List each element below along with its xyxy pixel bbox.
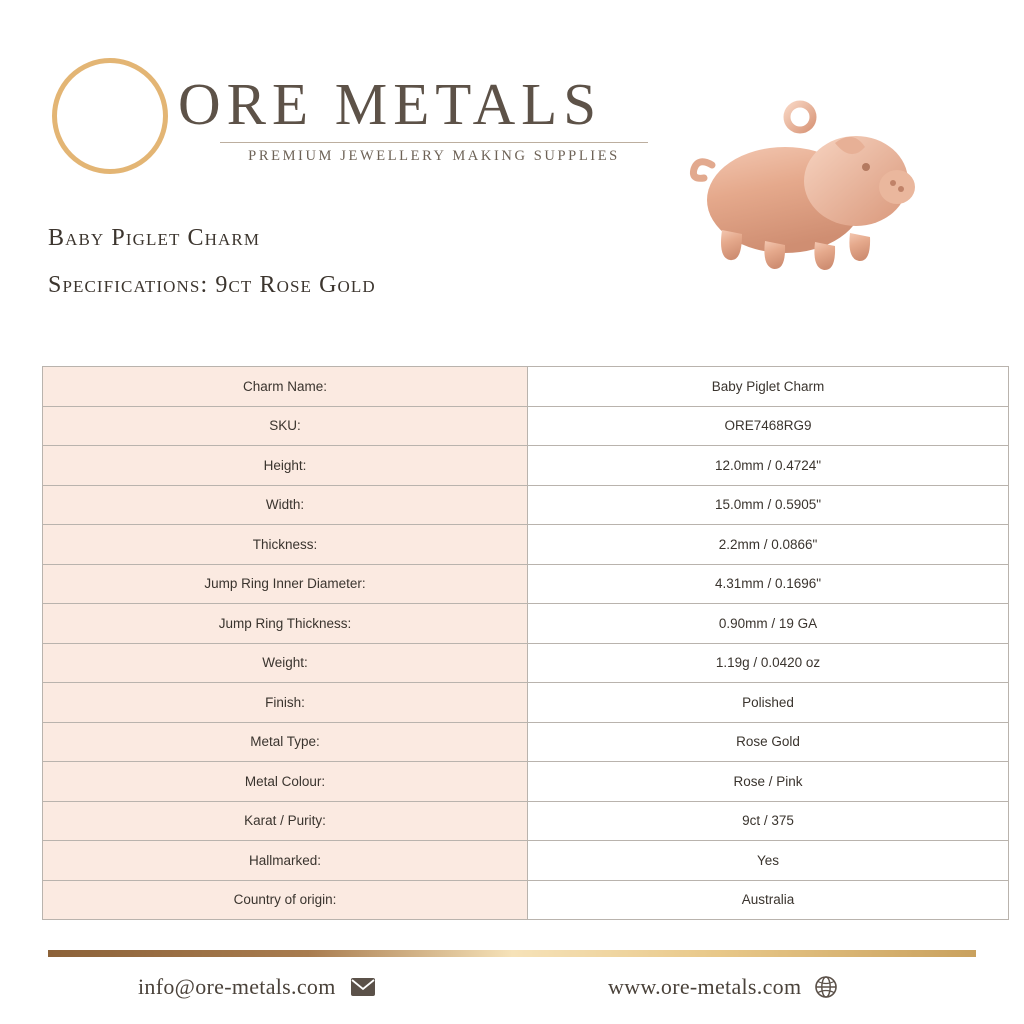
footer-gradient-divider: [48, 950, 976, 957]
spec-value: Rose / Pink: [528, 762, 1009, 802]
spec-label: Karat / Purity:: [43, 801, 528, 841]
logo-divider: [220, 142, 648, 143]
spec-table-body: [43, 367, 1009, 920]
table-row: [43, 604, 1009, 644]
table-row: [43, 367, 1009, 407]
page-header: [0, 0, 1024, 298]
spec-value: Baby Piglet Charm: [528, 367, 1009, 407]
table-row: [43, 722, 1009, 762]
table-row: [43, 525, 1009, 565]
spec-label: Country of origin:: [43, 880, 528, 920]
spec-value: Yes: [528, 841, 1009, 881]
spec-label: Height:: [43, 446, 528, 486]
spec-value: Rose Gold: [528, 722, 1009, 762]
spec-label: Finish:: [43, 683, 528, 723]
product-image: [660, 95, 960, 295]
brand-name: ORE METALS: [178, 71, 603, 137]
spec-label: Metal Colour:: [43, 762, 528, 802]
table-row: [43, 683, 1009, 723]
footer-email-block[interactable]: [138, 974, 376, 1000]
footer-website-text[interactable]: www.ore-metals.com: [608, 974, 802, 999]
spec-value: 15.0mm / 0.5905": [528, 485, 1009, 525]
spec-value: 0.90mm / 19 GA: [528, 604, 1009, 644]
globe-icon: [815, 976, 837, 998]
table-row: [43, 564, 1009, 604]
page-footer: [48, 960, 976, 1020]
table-row: [43, 841, 1009, 881]
table-row: [43, 485, 1009, 525]
table-row: [43, 446, 1009, 486]
specifications-table: [42, 366, 1009, 920]
spec-value: Polished: [528, 683, 1009, 723]
spec-value: ORE7468RG9: [528, 406, 1009, 446]
spec-label: SKU:: [43, 406, 528, 446]
table-row: [43, 643, 1009, 683]
spec-label: Jump Ring Inner Diameter:: [43, 564, 528, 604]
table-row: [43, 801, 1009, 841]
page-title: Baby Piglet Charm: [48, 225, 261, 251]
spec-label: Weight:: [43, 643, 528, 683]
spec-value: 9ct / 375: [528, 801, 1009, 841]
table-row: [43, 406, 1009, 446]
brand-tagline: PREMIUM JEWELLERY MAKING SUPPLIES: [248, 148, 620, 164]
spec-value: Australia: [528, 880, 1009, 920]
specifications-heading: Specifications: 9ct Rose Gold: [48, 272, 376, 298]
spec-label: Width:: [43, 485, 528, 525]
footer-website-block[interactable]: [608, 974, 837, 1000]
spec-label: Charm Name:: [43, 367, 528, 407]
spec-value: 4.31mm / 0.1696": [528, 564, 1009, 604]
envelope-icon: [350, 977, 376, 997]
brand-logo: [48, 30, 648, 170]
footer-email-text[interactable]: info@ore-metals.com: [138, 974, 336, 999]
spec-label: Thickness:: [43, 525, 528, 565]
table-row: [43, 762, 1009, 802]
spec-value: 2.2mm / 0.0866": [528, 525, 1009, 565]
spec-label: Hallmarked:: [43, 841, 528, 881]
spec-label: Jump Ring Thickness:: [43, 604, 528, 644]
circle-ring-icon: [52, 58, 168, 174]
spec-label: Metal Type:: [43, 722, 528, 762]
spec-value: 1.19g / 0.0420 oz: [528, 643, 1009, 683]
spec-value: 12.0mm / 0.4724": [528, 446, 1009, 486]
table-row: [43, 880, 1009, 920]
